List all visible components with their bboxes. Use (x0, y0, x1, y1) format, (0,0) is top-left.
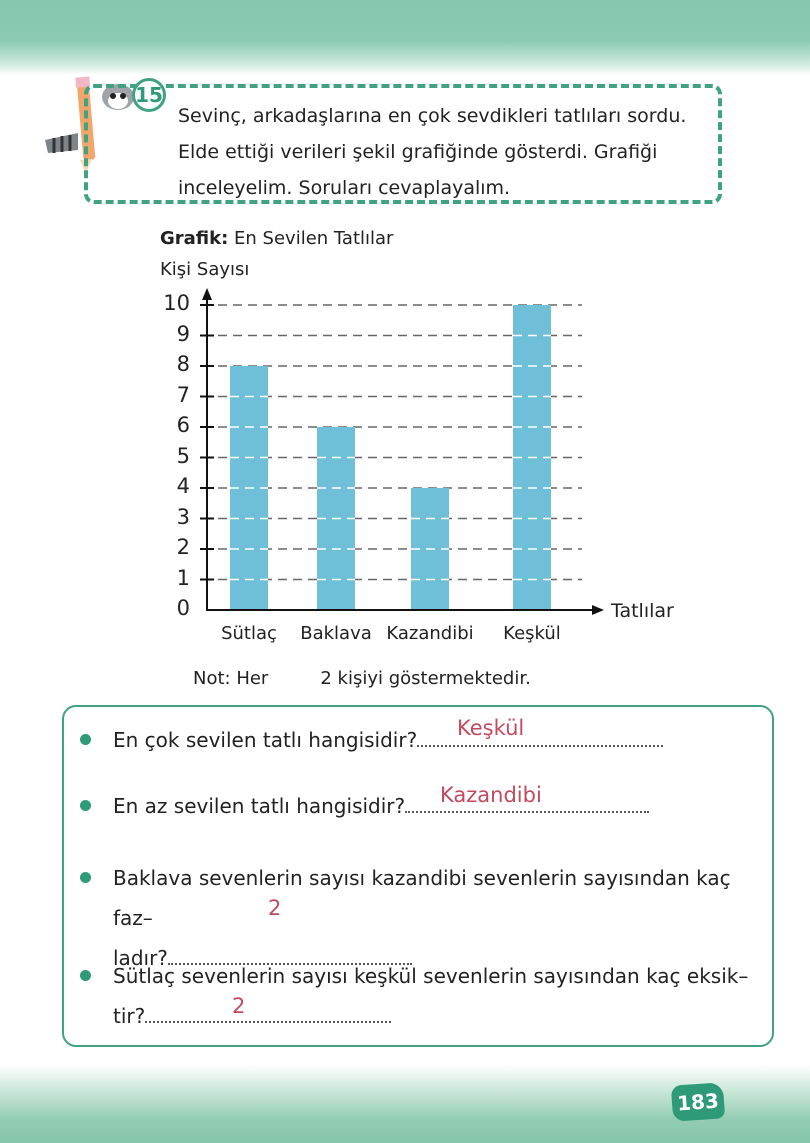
question-1: En çok sevilen tatlı hangisidir? (113, 720, 763, 760)
y-tick-label: 10 (163, 291, 190, 315)
y-tick-label: 9 (176, 321, 190, 346)
y-tick-label: 6 (176, 413, 190, 437)
y-axis-label: Kişi Sayısı (160, 259, 250, 280)
chart-title: Grafik: En Sevilen Tatlılar (160, 228, 394, 249)
answer-1: Keşkül (457, 716, 525, 740)
bar-Baklava (317, 427, 355, 610)
y-tick-label: 7 (176, 382, 190, 407)
y-axis-arrow-icon (202, 288, 212, 300)
question-number-badge: 15 (132, 78, 166, 112)
page-number: 183 (671, 1082, 725, 1122)
answer-field-4[interactable] (145, 1007, 391, 1023)
x-category-label: Kazandibi (386, 623, 474, 644)
answer-4: 2 (232, 994, 246, 1018)
question-3: Baklava sevenlerin sayısı kazandibi sevenlerin sayısından kaç faz– ladır? (113, 866, 731, 970)
bars (230, 305, 551, 610)
x-category-label: Baklava (300, 623, 372, 644)
question-4: Sütlaç sevenlerin sayısı keşkül sevenlerin sayısından kaç eksik– tir? (113, 964, 749, 1028)
bar-Keşkül (513, 305, 551, 610)
x-axis-label: Tatlılar (611, 600, 674, 622)
answer-field-1[interactable] (417, 731, 663, 747)
y-tick-label: 4 (176, 474, 190, 498)
y-tick-label: 8 (176, 352, 190, 376)
question-text: Sevinç, arkadaşlarına en çok sevdikleri tatlıları sordu. Elde ettiği verileri şekil grafiğinde gösterdi. Grafiği inceleyelim. Soruları cevaplayalım. (178, 105, 687, 199)
x-category-label: Sütlaç (221, 623, 277, 644)
bar-Sütlaç (230, 366, 268, 610)
answer-3: 2 (268, 896, 282, 920)
bullet-icon (80, 734, 91, 745)
bullet-icon (80, 970, 91, 981)
x-category-label: Keşkül (503, 623, 561, 644)
chart-note: Not: Her 2 kişiyi göstermektedir. (193, 668, 531, 689)
y-tick-label: 1 (176, 565, 190, 590)
bullet-icon (80, 800, 91, 811)
answer-2: Kazandibi (440, 783, 542, 807)
y-tick-label: 5 (176, 443, 190, 468)
grid-lines (218, 305, 582, 580)
header-band (0, 0, 810, 75)
y-tick-label: 2 (176, 535, 190, 559)
bullet-icon (80, 872, 91, 883)
bar-Kazandibi (411, 488, 449, 610)
question-2: En az sevilen tatlı hangisidir? (113, 786, 763, 826)
y-tick-label: 0 (176, 596, 190, 620)
x-axis-arrow-icon (592, 605, 604, 615)
y-tick-label: 3 (176, 504, 190, 529)
